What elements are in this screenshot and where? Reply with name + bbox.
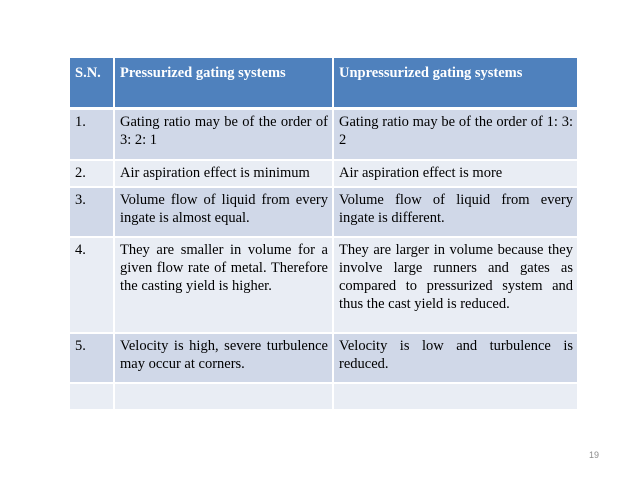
header-sn: S.N. <box>70 58 114 108</box>
row-unpressurized <box>333 383 577 410</box>
row-pressurized: Air aspiration effect is minimum <box>114 160 333 187</box>
row-unpressurized: Volume flow of liquid from every ingate is different. <box>333 187 577 237</box>
row-pressurized <box>114 383 333 410</box>
page-number: 19 <box>588 450 599 460</box>
table-row <box>70 187 577 237</box>
row-sn <box>70 383 114 410</box>
row-sn: 2. <box>70 160 114 187</box>
header-pressurized: Pressurized gating systems <box>114 58 333 108</box>
row-sn: 1. <box>70 108 114 160</box>
row-unpressurized: Air aspiration effect is more <box>333 160 577 187</box>
row-unpressurized: Gating ratio may be of the order of 1: 3: 2 <box>333 108 577 160</box>
row-pressurized: They are smaller in volume for a given flow rate of metal. Therefore the casting yield is higher. <box>114 237 333 333</box>
row-sn: 3. <box>70 187 114 237</box>
table-row <box>70 160 577 187</box>
row-pressurized: Volume flow of liquid from every ingate is almost equal. <box>114 187 333 237</box>
table-row-empty <box>70 383 577 410</box>
row-pressurized: Gating ratio may be of the order of 3: 2: 1 <box>114 108 333 160</box>
row-sn: 5. <box>70 333 114 383</box>
table-header-row <box>70 58 577 108</box>
row-unpressurized: Velocity is low and turbulence is reduced. <box>333 333 577 383</box>
header-unpressurized: Unpressurized gating systems <box>333 58 577 108</box>
table-row <box>70 237 577 333</box>
row-sn: 4. <box>70 237 114 333</box>
row-unpressurized: They are larger in volume because they involve large runners and gates as compared to pressurized system and thus the cast yield is reduced. <box>333 237 577 333</box>
table-row <box>70 333 577 383</box>
comparison-table <box>70 58 577 411</box>
row-pressurized: Velocity is high, severe turbulence may occur at corners. <box>114 333 333 383</box>
table-row <box>70 108 577 160</box>
